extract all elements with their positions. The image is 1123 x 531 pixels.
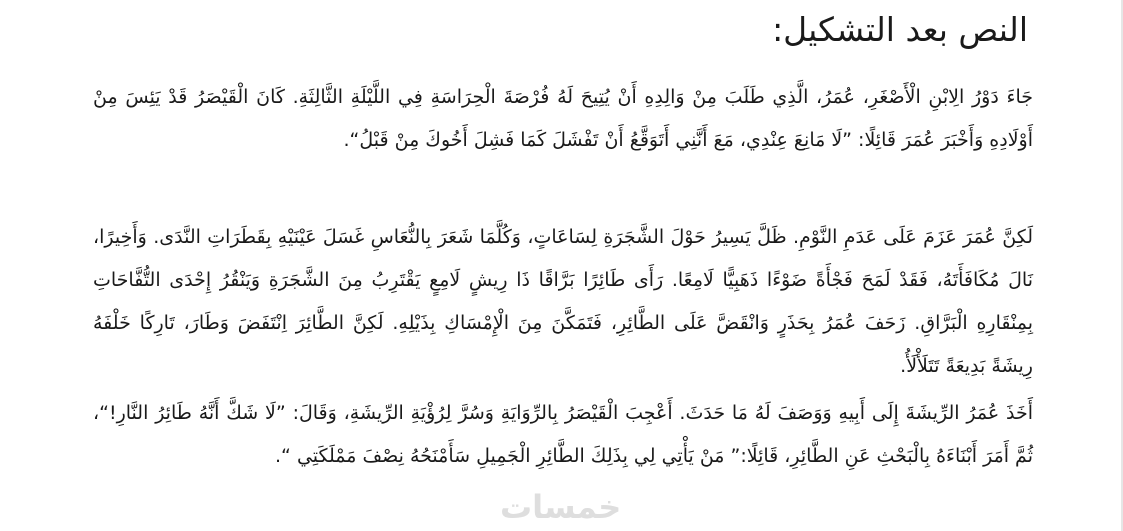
paragraph-1: جَاءَ دَوْرُ الِابْنِ الْأَصْغَرِ، عُمَرُ، الَّذِي طَلَبَ مِنْ وَالِدِهِ أَنْ يُتِيحَ لَهُ فُرْصَةَ الْحِرَاسَةِ فِي اللَّيْلَةِ الثَّالِثَةِ. كَانَ الْقَيْصَرُ قَدْ يَئِسَ مِنْ أَوْلَادِهِ وَأَخْبَرَ عُمَرَ قَائِلًا: ”لَا مَانِعَ عِنْدِي، مَعَ أَنَّنِي أَتَوَقَّعُ أَنْ تَفْشَلَ كَمَا فَشِلَ أَخُوكَ مِنْ قَبْلُ“.	[93, 86, 1033, 151]
paragraph-3: أَخَذَ عُمَرُ الرِّيشَةَ إِلَى أَبِيهِ وَوَصَفَ لَهُ مَا حَدَثَ. أَعْجِبَ الْقَيْصَرُ بِالرِّوَايَةِ وَسُرَّ لِرُؤْيَةِ الرِّيشَةِ، وَقَالَ: ”لَا شَكَّ أَنَّهُ طَائِرُ النَّارِ!“، ثُمَّ أَمَرَ أَبْنَاءَهُ بِالْبَحْثِ عَنِ الطَّائِرِ، قَائِلًا:” مَنْ يَأْتِي لِي بِذَلِكَ الطَّائِرِ الْجَمِيلِ سَأَمْنَحُهُ نِصْفَ مَمْلَكَتِي “.	[93, 402, 1033, 467]
watermark-logo: خمسات	[500, 488, 622, 526]
document-title: النص بعد التشكيل:	[772, 10, 1028, 49]
paragraph-2: لَكِنَّ عُمَرَ عَزَمَ عَلَى عَدَمِ النَّوْمِ. ظَلَّ يَسِيرُ حَوْلَ الشَّجَرَةِ لِسَاعَاتٍ، وَكُلَّمَا شَعَرَ بِالنُّعَاسِ غَسَلَ عَيْنَيْهِ بِقَطَرَاتِ النَّدَى. وَأَخِيرًا، نَالَ مُكَافَأَتَهُ، فَقَدْ لَمَحَ فَجْأَةً ضَوْءًا ذَهَبِيًّا لَامِعًا. رَأَى طَائِرًا بَرَّاقًا ذَا رِيشٍ لَامِعٍ يَقْتَرِبُ مِنَ الشَّجَرَةِ وَيَنْقُرُ إِحْدَى التُّفَّاحَاتِ بِمِنْقَارِهِ الْبَرَّاقِ. زَحَفَ عُمَرُ بِحَذَرٍ وَانْقَضَّ عَلَى الطَّائِرِ، فَتَمَكَّنَ مِنَ الْإِمْسَاكِ بِذَيْلِهِ. لَكِنَّ الطَّائِرَ اِنْتَفَضَ وَطَارَ، تَارِكًا خَلْفَهُ رِيشَةً بَدِيعَةً تَتَلَأْلَأُ.	[93, 226, 1033, 377]
